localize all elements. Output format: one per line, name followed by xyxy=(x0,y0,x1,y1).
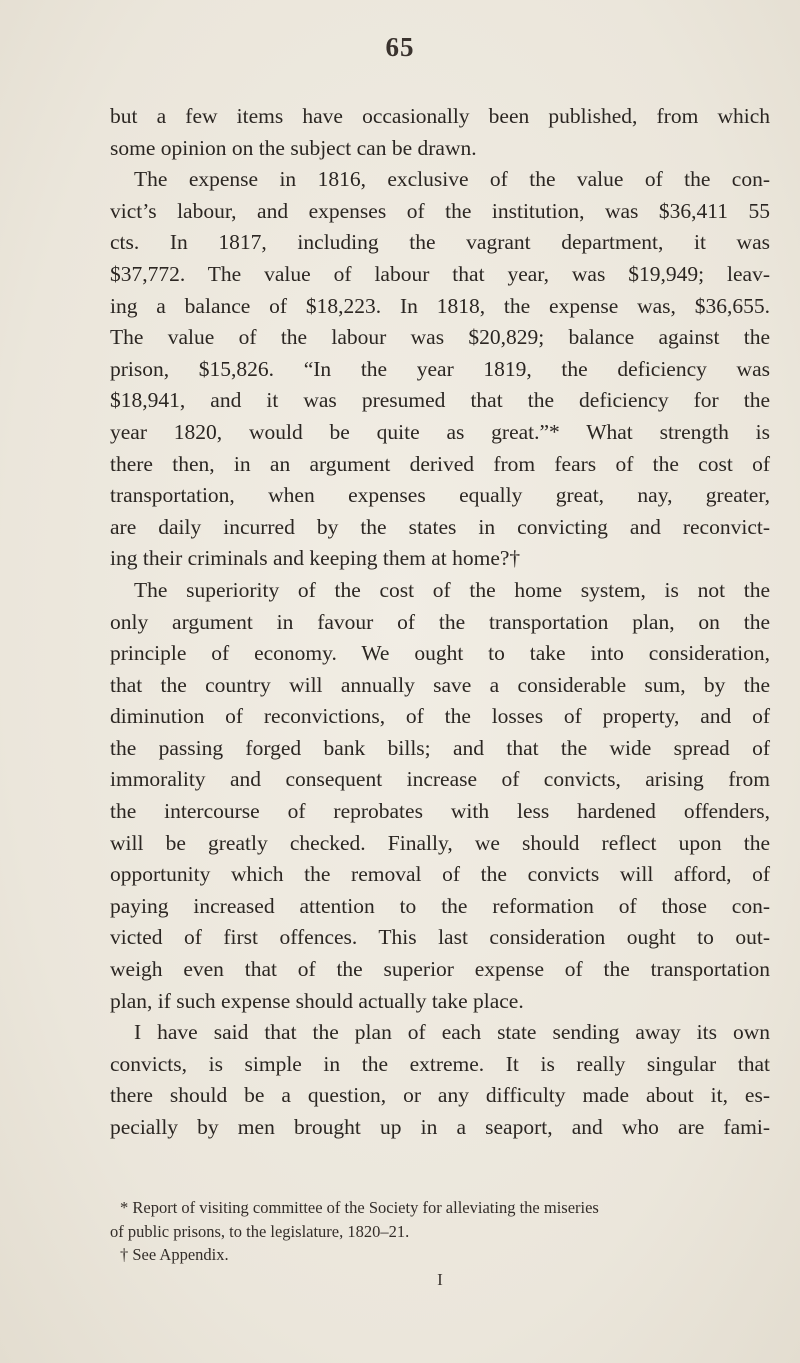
text-line: year 1820, would be quite as great.”* What strength is xyxy=(110,419,770,444)
text-line: victed of first offences. This last consideration ought to out- xyxy=(110,925,770,950)
text-line: immorality and consequent increase of convicts, arising from xyxy=(110,767,770,792)
text-line: diminution of reconvictions, of the losses of property, and of xyxy=(110,704,770,729)
footnote-line: * Report of visiting committee of the Society for alleviating the miseries xyxy=(120,1198,599,1217)
signature-mark: I xyxy=(437,1270,443,1289)
text-line: $18,941, and it was presumed that the deficiency for the xyxy=(110,388,770,413)
text-line: $37,772. The value of labour that year, was $19,949; leav- xyxy=(110,261,770,286)
body-text xyxy=(110,101,770,1144)
text-line: are daily incurred by the states in convicting and reconvict- xyxy=(110,514,770,539)
text-line: plan, if such expense should actually take place. xyxy=(110,988,524,1013)
text-line: I have said that the plan of each state sending away its own xyxy=(134,1020,770,1045)
text-line: the passing forged bank bills; and that the wide spread of xyxy=(110,735,770,760)
text-line: convicts, is simple in the extreme. It is really singular that xyxy=(110,1051,770,1076)
text-line: The value of the labour was $20,829; balance against the xyxy=(110,325,770,350)
text-line: opportunity which the removal of the convicts will afford, of xyxy=(110,862,770,887)
text-line: that the country will annually save a considerable sum, by the xyxy=(110,672,770,697)
footnotes xyxy=(110,1196,770,1267)
text-line: The superiority of the cost of the home system, is not the xyxy=(134,577,770,602)
text-line: transportation, when expenses equally great, nay, greater, xyxy=(110,483,770,508)
footnote-line: of public prisons, to the legislature, 1820–21. xyxy=(110,1221,410,1241)
text-line: some opinion on the subject can be drawn. xyxy=(110,135,477,160)
text-line: will be greatly checked. Finally, we should reflect upon the xyxy=(110,830,770,855)
text-line: only argument in favour of the transportation plan, on the xyxy=(110,609,770,634)
text-line: weigh even that of the superior expense of the transportation xyxy=(110,957,770,982)
text-line: the intercourse of reprobates with less hardened offenders, xyxy=(110,799,770,824)
text-line: paying increased attention to the reformation of those con- xyxy=(110,893,770,918)
text-line: there then, in an argument derived from fears of the cost of xyxy=(110,451,770,476)
text-line: ing their criminals and keeping them at home?† xyxy=(110,546,521,571)
text-line: there should be a question, or any difficulty made about it, es- xyxy=(110,1083,770,1108)
text-line: principle of economy. We ought to take into consideration, xyxy=(110,641,770,666)
text-line: but a few items have occasionally been published, from which xyxy=(110,104,770,128)
text-line: vict’s labour, and expenses of the institution, was $36,411 55 xyxy=(110,198,770,223)
text-line: prison, $15,826. “In the year 1819, the deficiency was xyxy=(110,356,770,381)
page-number: 65 xyxy=(385,32,415,62)
text-line: The expense in 1816, exclusive of the value of the con- xyxy=(134,167,770,192)
text-line: pecially by men brought up in a seaport, and who are fami- xyxy=(110,1115,770,1139)
footnote-line: † See Appendix. xyxy=(120,1245,229,1264)
text-line: cts. In 1817, including the vagrant department, it was xyxy=(110,230,770,255)
text-line: ing a balance of $18,223. In 1818, the expense was, $36,655. xyxy=(110,293,770,318)
